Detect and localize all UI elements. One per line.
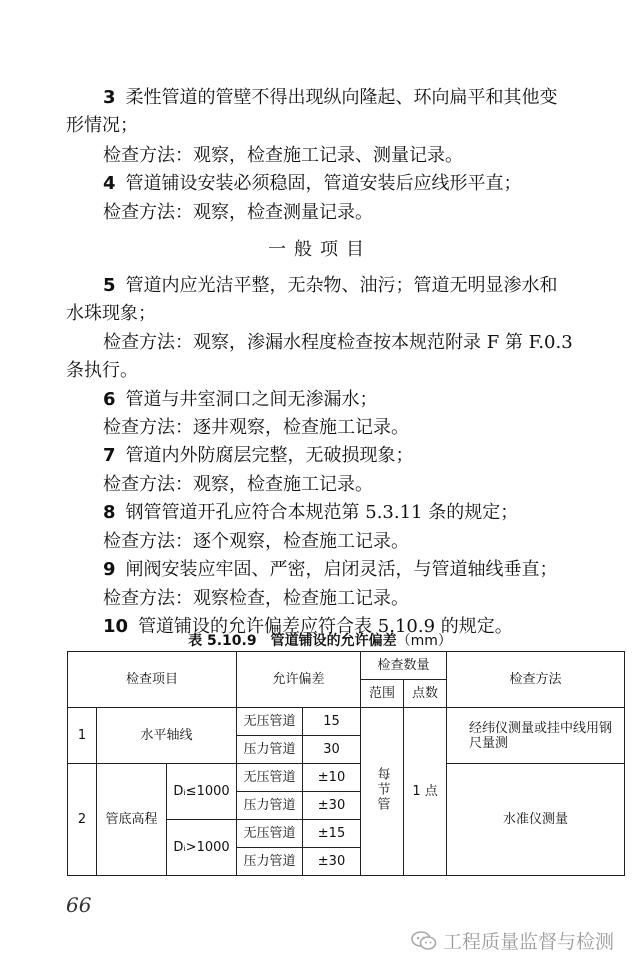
item-5-check-1: 检查方法：观察，渗漏水程度检查按本规范附录 F 第 F.0.3 [103,332,573,353]
item-4: 4 管道铺设安装必须稳固，管道安装后应线形平直； [103,173,522,194]
item-3-line-1: 3 柔性管道的管壁不得出现纵向隆起、环向扁平和其他变 [103,87,558,108]
item-8-check: 检查方法：逐个观察，检查施工记录。 [103,531,409,552]
row-2a-pressure-value: ±30 [303,792,361,820]
row-2b-nonpressure-label: 无压管道 [237,820,303,848]
item-6: 6 管道与井室洞口之间无渗漏水； [103,389,378,410]
row-2a-nonpressure-value: ±10 [303,764,361,792]
scope-cell [361,708,404,876]
row-1-nonpressure-label: 无压管道 [237,708,303,736]
row-2b-nonpressure-value: ±15 [303,820,361,848]
section-title: 一般项目 [268,239,372,260]
item-5-check-2: 条执行。 [66,360,138,381]
watermark [411,927,614,954]
points-value: 1 点 [404,708,447,876]
scope-value: 每节管 [374,767,390,812]
page-number: 66 [66,893,92,917]
table-caption: 表 5.10.9 管道铺设的允许偏差（mm） [188,633,452,649]
item-5-line-2: 水珠现象； [66,303,156,324]
wechat-icon [411,930,437,952]
row-1-nonpressure-value: 15 [303,708,361,736]
table-header-row [68,652,625,680]
table-row [68,764,625,792]
row-2-condition-1: Dᵢ≤1000 [167,764,237,820]
row-2a-nonpressure-label: 无压管道 [237,764,303,792]
item-3-check: 检查方法：观察，检查施工记录、测量记录。 [103,145,463,166]
table-row [68,708,625,736]
item-3-line-2: 形情况； [66,115,138,136]
row-2-condition-2: Dᵢ>1000 [167,820,237,876]
item-10: 10 管道铺设的允许偏差应符合表 5.10.9 的规定。 [103,616,513,637]
item-5-line-1: 5 管道内应光洁平整，无杂物、油污；管道无明显渗水和 [103,275,558,296]
item-9: 9 闸阀安装应牢固、严密，启闭灵活，与管道轴线垂直； [103,559,558,580]
item-9-check: 检查方法：观察检查，检查施工记录。 [103,588,409,609]
item-4-check: 检查方法：观察，检查测量记录。 [103,202,373,223]
row-2-method: 水准仪测量 [447,764,625,876]
row-1-number: 1 [68,708,97,764]
row-2-number: 2 [68,764,97,876]
row-1-pressure-label: 压力管道 [237,736,303,764]
watermark-text: 工程质量监督与检测 [442,931,614,953]
item-6-check: 检查方法：逐井观察，检查施工记录。 [103,417,409,438]
header-quantity: 检查数量 [361,652,447,680]
header-method: 检查方法 [447,652,625,708]
item-8: 8 钢管管道开孔应符合本规范第 5.3.11 条的规定； [103,502,519,523]
row-1-method: 经纬仪测量或挂中线用钢尺量测 [447,708,625,764]
row-2a-pressure-label: 压力管道 [237,792,303,820]
row-1-item: 水平轴线 [97,708,237,764]
item-7-check: 检查方法：观察，检查施工记录。 [103,474,373,495]
row-2b-pressure-value: ±30 [303,848,361,876]
header-item: 检查项目 [68,652,237,708]
header-tolerance: 允许偏差 [237,652,361,708]
row-2-item: 管底高程 [97,764,167,876]
row-2b-pressure-label: 压力管道 [237,848,303,876]
tolerance-table [67,651,625,876]
row-1-pressure-value: 30 [303,736,361,764]
item-7: 7 管道内外防腐层完整，无破损现象； [103,445,414,466]
header-points: 点数 [404,680,447,708]
header-scope: 范围 [361,680,404,708]
